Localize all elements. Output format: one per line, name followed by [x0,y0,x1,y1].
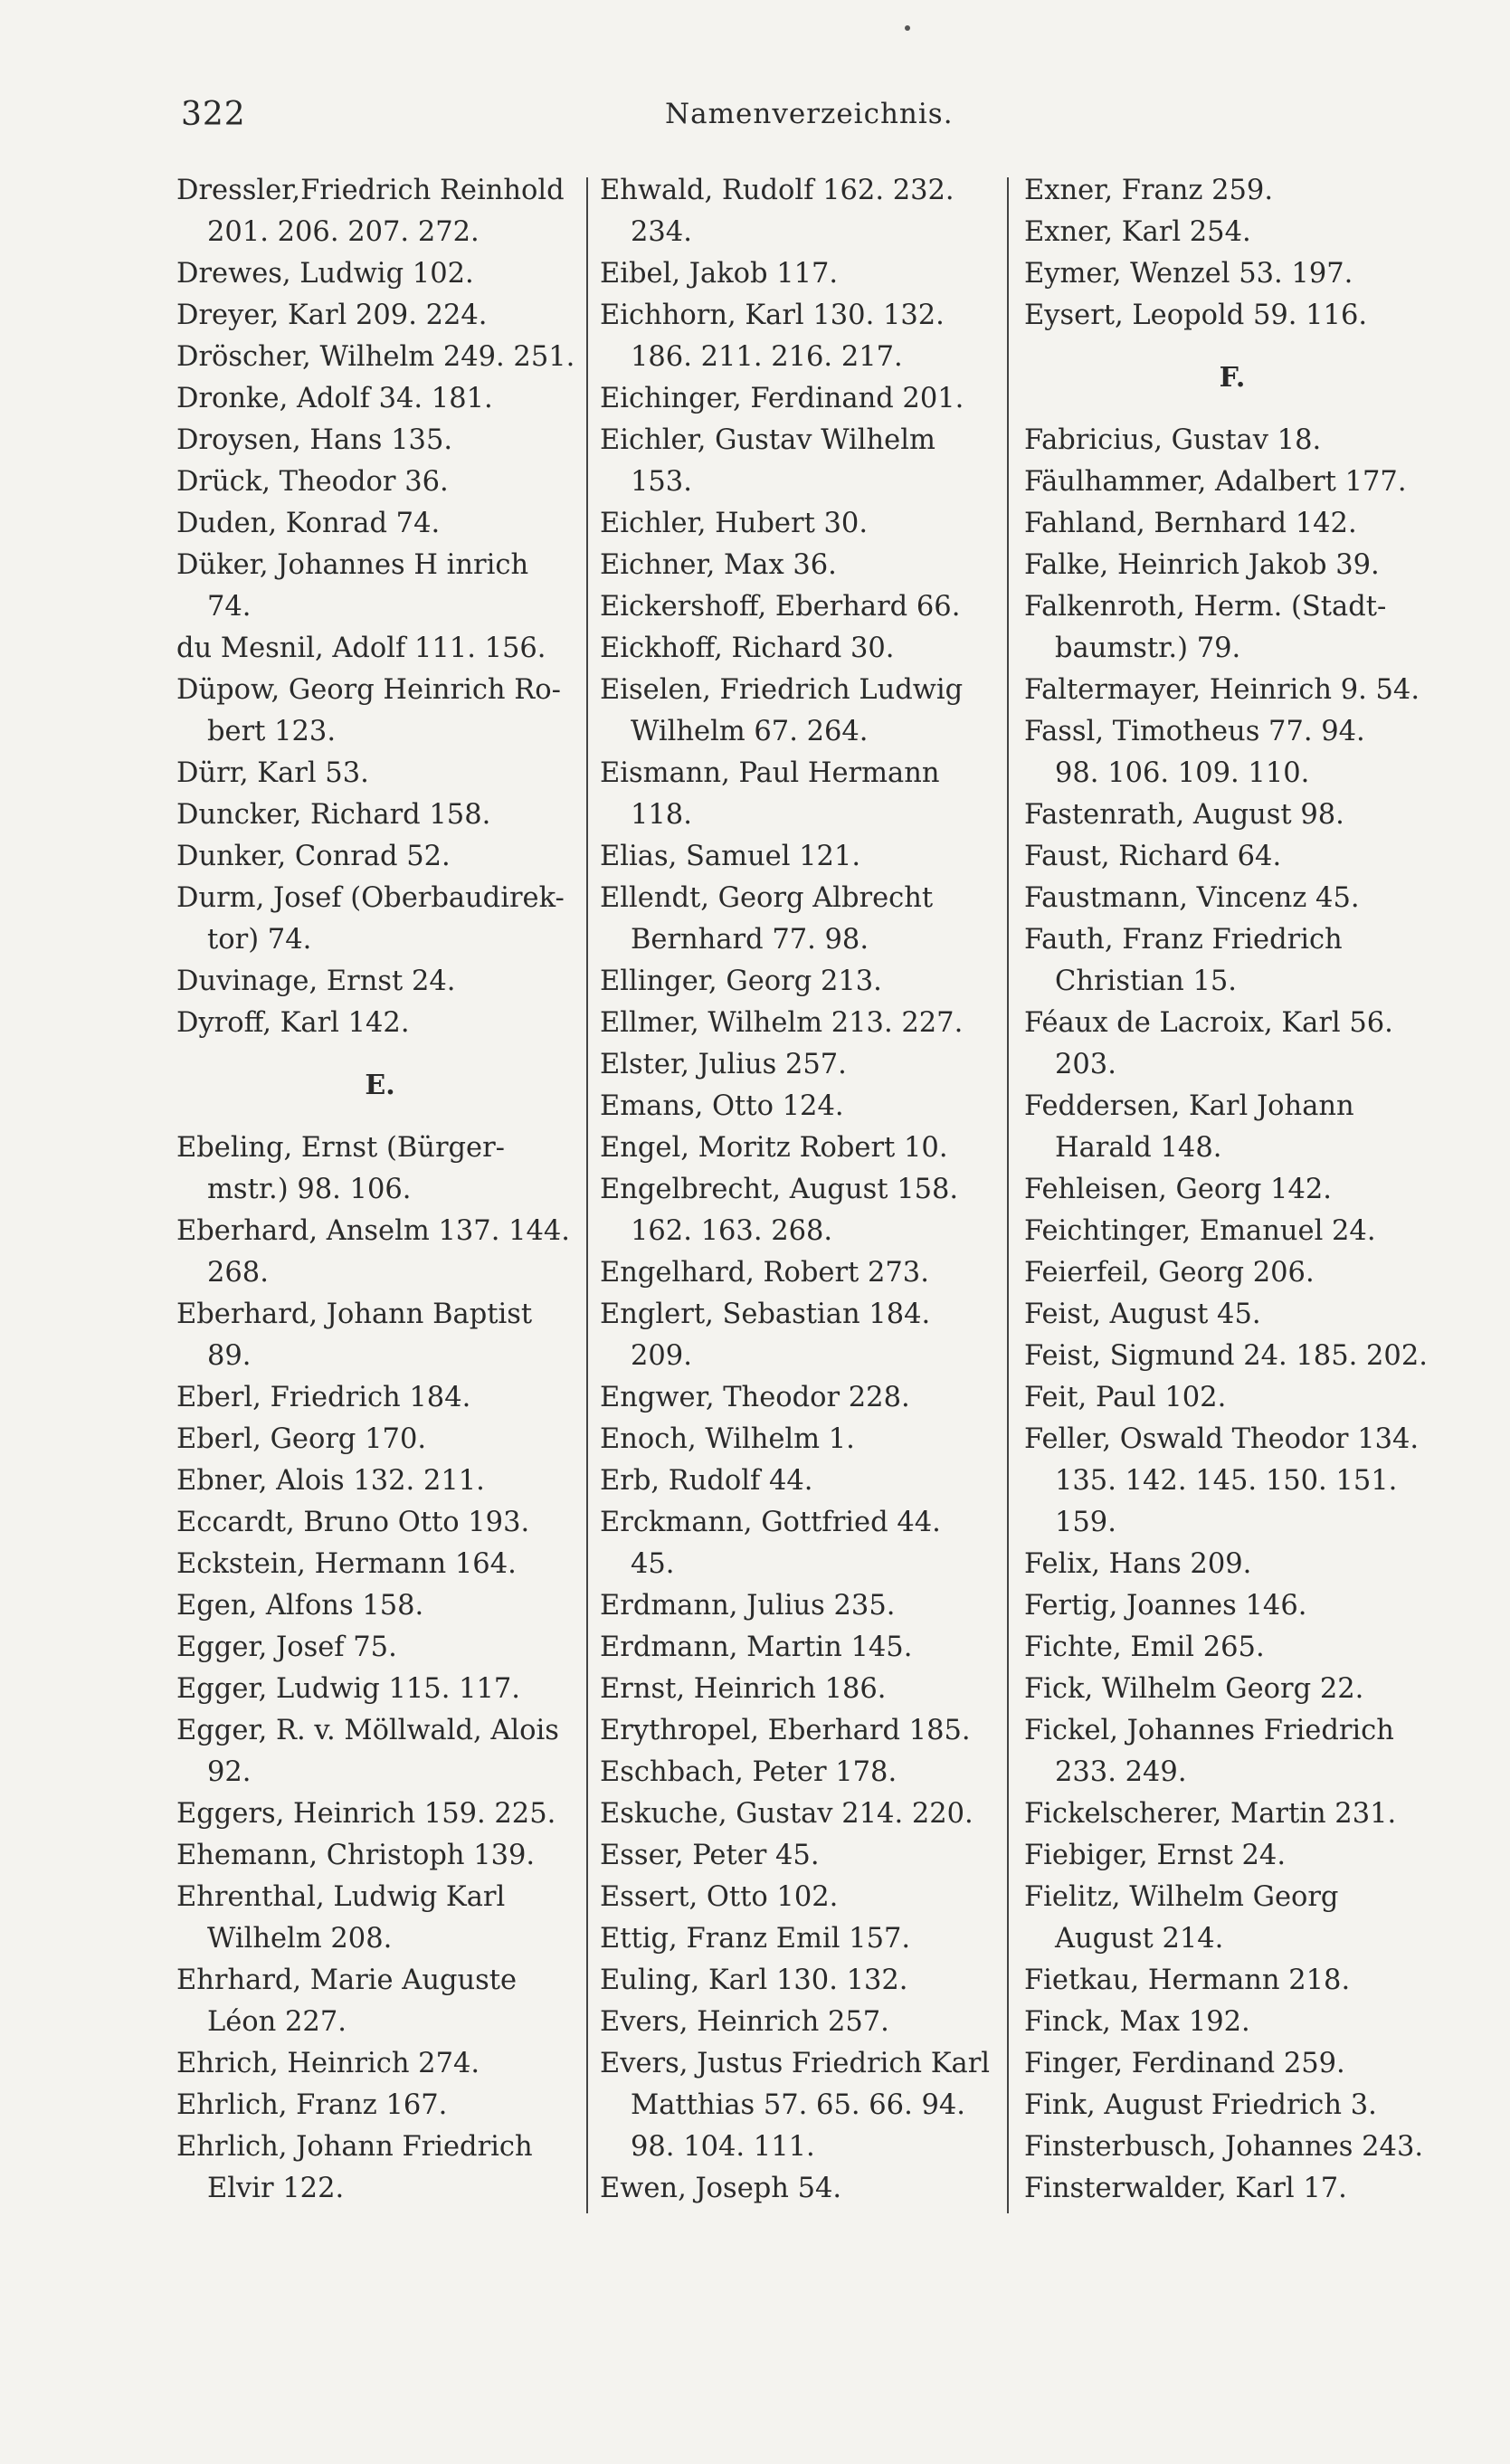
entry-continuation-line: 268. [207,1257,269,1289]
index-entry [176,461,584,503]
index-entry [600,1710,1007,1752]
entry-line: Ewen, Joseph 54. [600,2173,842,2204]
entry-line: Dressler,Friedrich Reinhold [176,175,565,206]
index-entry [1024,1252,1440,1294]
index-entry [176,1211,584,1294]
index-entry [1024,1169,1440,1211]
entry-line: Fastenrath, August 98. [1024,799,1344,831]
entry-line: Dürr, Karl 53. [176,757,369,789]
index-entry [1024,1793,1440,1835]
index-entry [1024,878,1440,919]
entry-line: Eberl, Friedrich 184. [176,1382,471,1413]
entry-line: Exner, Franz 259. [1024,175,1274,206]
entry-line: Ettig, Franz Emil 157. [600,1923,911,1955]
index-entry [176,1710,584,1793]
index-entry [600,545,1007,586]
entry-line: Fertig, Joannes 146. [1024,1590,1307,1622]
index-entry [1024,1627,1440,1669]
entry-line: Fabricius, Gustav 18. [1024,424,1322,456]
entry-line: Fauth, Franz Friedrich [1024,924,1343,956]
index-entry [176,1460,584,1502]
index-entry [600,1169,1007,1252]
entry-line: Evers, Heinrich 257. [600,2006,889,2038]
index-entry [1024,711,1440,794]
entry-line: Drück, Theodor 36. [176,466,449,498]
entry-line: Dronke, Adolf 34. 181. [176,383,493,414]
index-entry [176,794,584,836]
index-entry [176,1377,584,1419]
entry-line: Engel, Moritz Robert 10. [600,1132,948,1164]
entry-line: Feller, Oswald Theodor 134. [1024,1423,1420,1455]
entry-line: Fichte, Emil 265. [1024,1632,1265,1663]
index-entry [1024,420,1440,461]
entry-line: Duden, Konrad 74. [176,508,441,539]
index-entry [176,1544,584,1585]
entry-line: Fahland, Bernhard 142. [1024,508,1357,539]
index-entry [176,2085,584,2126]
entry-line: Ehrich, Heinrich 274. [176,2048,480,2079]
entry-line: Erythropel, Eberhard 185. [600,1715,971,1746]
entry-line: Eichler, Gustav Wilhelm [600,424,935,456]
entry-line: Faltermayer, Heinrich 9. 54. [1024,674,1420,706]
entry-line: Feichtinger, Emanuel 24. [1024,1215,1376,1247]
index-entry [176,1127,584,1211]
entry-line: Duvinage, Ernst 24. [176,966,456,997]
entry-continuation-line: bert 123. [207,716,337,747]
entry-line: Erckmann, Gottfried 44. [600,1507,941,1538]
entry-line: Engelhard, Robert 273. [600,1257,929,1289]
entry-continuation-line: 135. 142. 145. 150. 151. [1055,1465,1398,1497]
index-entry [600,1460,1007,1502]
index-entry [600,1419,1007,1460]
entry-line: Ehrhard, Marie Auguste [176,1965,518,1996]
entry-line: Fäulhammer, Adalbert 177. [1024,466,1407,498]
entry-line: Egger, Josef 75. [176,1632,397,1663]
print-speck [905,25,910,31]
entry-continuation-line: 209. [631,1340,692,1372]
index-entry [176,420,584,461]
entry-line: Dröscher, Wilhelm 249. 251. [176,341,575,373]
index-entry [1024,586,1440,670]
entry-continuation-line: 201. 206. 207. 272. [207,216,480,248]
entry-continuation-line: 98. 104. 111. [631,2131,815,2163]
entry-line: Eberhard, Johann Baptist [176,1299,533,1330]
index-entry [600,1502,1007,1585]
index-entry [1024,1710,1440,1793]
entry-line: Elster, Julius 257. [600,1049,847,1080]
entry-continuation-line: 45. [631,1548,675,1580]
index-entry [600,1252,1007,1294]
entry-line: Enoch, Wilhelm 1. [600,1423,855,1455]
running-head: Namenverzeichnis. [665,98,954,130]
index-entry [600,170,1007,253]
index-entry [1024,836,1440,878]
index-entry [176,1003,584,1044]
index-entry [176,878,584,961]
index-entry [176,1877,584,1960]
index-entry [600,1003,1007,1044]
entry-continuation-line: 234. [631,216,692,248]
index-entry [600,1793,1007,1835]
index-entry [600,253,1007,295]
entry-line: Fickel, Johannes Friedrich [1024,1715,1394,1746]
index-entry [176,1502,584,1544]
entry-continuation-line: baumstr.) 79. [1055,633,1241,664]
entry-line: Engwer, Theodor 228. [600,1382,910,1413]
index-entry [600,1669,1007,1710]
index-entry [176,1793,584,1835]
entry-line: Falke, Heinrich Jakob 39. [1024,549,1380,581]
entry-continuation-line: tor) 74. [207,924,312,956]
index-entry [176,628,584,670]
index-entry [600,1627,1007,1669]
entry-line: Feist, August 45. [1024,1299,1261,1330]
index-entry [1024,919,1440,1003]
index-entry [1024,295,1440,337]
index-entry [600,1585,1007,1627]
entry-line: Eccardt, Bruno Otto 193. [176,1507,530,1538]
entry-line: Ernst, Heinrich 186. [600,1673,887,1705]
index-entry [1024,1960,1440,2002]
index-entry [1024,253,1440,295]
entry-line: Faustmann, Vincenz 45. [1024,882,1360,914]
entry-line: Egger, R. v. Möllwald, Alois [176,1715,559,1746]
index-entry [1024,1336,1440,1377]
index-entry [600,836,1007,878]
entry-line: Eckstein, Hermann 164. [176,1548,517,1580]
index-entry [1024,1835,1440,1877]
entry-line: Eberl, Georg 170. [176,1423,427,1455]
entry-line: Féaux de Lacroix, Karl 56. [1024,1007,1393,1039]
index-entry [1024,2126,1440,2168]
index-entry [176,961,584,1003]
entry-line: Feit, Paul 102. [1024,1382,1227,1413]
entry-line: Ellmer, Wilhelm 213. 227. [600,1007,964,1039]
entry-line: Essert, Otto 102. [600,1881,839,1913]
index-entry [176,753,584,794]
index-entry [600,1960,1007,2002]
index-entry [1024,1585,1440,1627]
index-entry [1024,2085,1440,2126]
entry-line: Emans, Otto 124. [600,1090,844,1122]
index-entry [176,295,584,337]
entry-line: Engelbrecht, August 158. [600,1174,959,1205]
index-entry [600,1877,1007,1918]
entry-continuation-line: 118. [631,799,692,831]
index-entry [600,961,1007,1003]
entry-line: Dreyer, Karl 209. 224. [176,300,488,331]
entry-line: Ehrenthal, Ludwig Karl [176,1881,506,1913]
index-entry [600,586,1007,628]
entry-line: Falkenroth, Herm. (Stadt- [1024,591,1387,623]
entry-line: Felix, Hans 209. [1024,1548,1252,1580]
entry-line: Ehemann, Christoph 139. [176,1840,536,1871]
entry-continuation-line: Christian 15. [1055,966,1238,997]
index-entry [1024,2168,1440,2210]
entry-continuation-line: 89. [207,1340,252,1372]
entry-continuation-line: Bernhard 77. 98. [631,924,869,956]
index-entry [176,1627,584,1669]
entry-line: Finger, Ferdinand 259. [1024,2048,1345,2079]
index-entry [600,1377,1007,1419]
index-entry [176,670,584,753]
index-entry [1024,1877,1440,1960]
index-entry [600,1044,1007,1086]
entry-line: Elias, Samuel 121. [600,841,861,872]
entry-continuation-line: 98. 106. 109. 110. [1055,757,1310,789]
entry-line: Euling, Karl 130. 132. [600,1965,908,1996]
index-entry [176,503,584,545]
index-entry [600,1835,1007,1877]
index-entry [1024,1086,1440,1169]
entry-line: Egger, Ludwig 115. 117. [176,1673,520,1705]
index-entry [176,2126,584,2210]
entry-line: Feist, Sigmund 24. 185. 202. [1024,1340,1428,1372]
entry-line: Fehleisen, Georg 142. [1024,1174,1332,1205]
page-number: 322 [181,96,246,133]
entry-line: Eichinger, Ferdinand 201. [600,383,964,414]
index-entry [1024,1669,1440,1710]
column-rule-1 [586,177,588,2213]
entry-line: Fink, August Friedrich 3. [1024,2089,1377,2121]
entry-line: Fick, Wilhelm Georg 22. [1024,1673,1364,1705]
entry-line: Esser, Peter 45. [600,1840,820,1871]
entry-continuation-line: Matthias 57. 65. 66. 94. [631,2089,965,2121]
entry-line: Finsterbusch, Johannes 243. [1024,2131,1424,2163]
entry-line: Eibel, Jakob 117. [600,258,839,290]
index-entry [1024,1294,1440,1336]
index-entry [176,1419,584,1460]
entry-continuation-line: 162. 163. 268. [631,1215,833,1247]
entry-line: Eskuche, Gustav 214. 220. [600,1798,973,1830]
entry-line: Fiebiger, Ernst 24. [1024,1840,1287,1871]
entry-line: Eichhorn, Karl 130. 132. [600,300,945,331]
index-entry [1024,1377,1440,1419]
index-entry [600,378,1007,420]
index-entry [1024,545,1440,586]
entry-continuation-line: 186. 211. 216. 217. [631,341,903,373]
index-entry [600,878,1007,961]
index-entry [600,1918,1007,1960]
entry-continuation-line: 203. [1055,1049,1116,1080]
entry-line: Englert, Sebastian 184. [600,1299,931,1330]
entry-line: Eismann, Paul Hermann [600,757,940,789]
entry-line: Ehrlich, Johann Friedrich [176,2131,533,2163]
index-entry [1024,2002,1440,2043]
index-entry [600,2043,1007,2168]
index-entry [600,2168,1007,2210]
entry-line: Düker, Johannes H inrich [176,549,529,581]
index-entry [600,2002,1007,2043]
entry-line: Feddersen, Karl Johann [1024,1090,1354,1122]
index-column-3 [1024,170,1440,2210]
index-entry [176,1669,584,1710]
index-entry [176,1960,584,2043]
entry-line: Eickhoff, Richard 30. [600,633,895,664]
entry-line: Ehwald, Rudolf 162. 232. [600,175,954,206]
index-entry [600,420,1007,503]
entry-continuation-line: 92. [207,1756,252,1788]
entry-continuation-line: Elvir 122. [207,2173,345,2204]
index-entry [600,1127,1007,1169]
index-entry [1024,212,1440,253]
index-entry [600,1294,1007,1377]
entry-line: Ellinger, Georg 213. [600,966,882,997]
entry-line: Eiselen, Friedrich Ludwig [600,674,964,706]
index-entry [176,836,584,878]
entry-line: Dyroff, Karl 142. [176,1007,410,1039]
entry-line: Faust, Richard 64. [1024,841,1282,872]
entry-continuation-line: 153. [631,466,692,498]
index-entry [176,337,584,378]
entry-line: Eberhard, Anselm 137. 144. [176,1215,570,1247]
entry-line: Ebeling, Ernst (Bürger- [176,1132,505,1164]
index-entry [1024,1211,1440,1252]
entry-line: du Mesnil, Adolf 111. 156. [176,633,546,664]
section-letter-heading: F. [1219,362,1246,394]
index-entry [600,628,1007,670]
entry-line: Feierfeil, Georg 206. [1024,1257,1315,1289]
index-entry [176,170,584,253]
entry-continuation-line: 233. 249. [1055,1756,1187,1788]
entry-continuation-line: Harald 148. [1055,1132,1222,1164]
column-rule-2 [1007,177,1009,2213]
entry-line: Eschbach, Peter 178. [600,1756,897,1788]
index-entry [600,1086,1007,1127]
index-entry [176,1585,584,1627]
entry-line: Finck, Max 192. [1024,2006,1250,2038]
entry-line: Fickelscherer, Martin 231. [1024,1798,1397,1830]
entry-continuation-line: 159. [1055,1507,1116,1538]
index-entry [1024,461,1440,503]
entry-line: Erdmann, Julius 235. [600,1590,896,1622]
entry-line: Erb, Rudolf 44. [600,1465,813,1497]
section-letter-heading: E. [365,1070,395,1101]
index-entry [1024,794,1440,836]
entry-continuation-line: Léon 227. [207,2006,347,2038]
entry-line: Ellendt, Georg Albrecht [600,882,934,914]
entry-line: Durm, Josef (Oberbaudirek- [176,882,565,914]
index-entry [1024,1419,1440,1544]
entry-line: Eggers, Heinrich 159. 225. [176,1798,556,1830]
entry-line: Duncker, Richard 158. [176,799,491,831]
entry-line: Egen, Alfons 158. [176,1590,424,1622]
entry-line: Fietkau, Hermann 218. [1024,1965,1351,1996]
entry-continuation-line: Wilhelm 208. [207,1923,393,1955]
entry-line: Eichler, Hubert 30. [600,508,869,539]
index-entry [176,2043,584,2085]
index-entry [176,545,584,628]
entry-line: Düpow, Georg Heinrich Ro- [176,674,561,706]
entry-line: Dunker, Conrad 52. [176,841,451,872]
index-entry [1024,670,1440,711]
index-entry [600,503,1007,545]
index-entry [600,670,1007,753]
index-entry [176,253,584,295]
entry-line: Eymer, Wenzel 53. 197. [1024,258,1353,290]
index-entry [176,378,584,420]
index-entry [1024,1003,1440,1086]
index-entry [1024,170,1440,212]
index-entry [1024,2043,1440,2085]
entry-continuation-line: 74. [207,591,252,623]
index-column-1 [176,170,584,2210]
entry-line: Ebner, Alois 132. 211. [176,1465,485,1497]
entry-line: Erdmann, Martin 145. [600,1632,913,1663]
entry-line: Drewes, Ludwig 102. [176,258,474,290]
entry-continuation-line: August 214. [1055,1923,1224,1955]
entry-line: Droysen, Hans 135. [176,424,453,456]
index-column-2 [600,170,1007,2210]
index-entry [1024,1544,1440,1585]
index-entry [600,753,1007,836]
entry-line: Eickershoff, Eberhard 66. [600,591,961,623]
entry-line: Eysert, Leopold 59. 116. [1024,300,1368,331]
index-entry [176,1835,584,1877]
entry-line: Fielitz, Wilhelm Georg [1024,1881,1339,1913]
entry-continuation-line: mstr.) 98. 106. [207,1174,412,1205]
index-entry [1024,503,1440,545]
entry-line: Fassl, Timotheus 77. 94. [1024,716,1365,747]
entry-line: Exner, Karl 254. [1024,216,1251,248]
index-entry [176,1294,584,1377]
entry-line: Finsterwalder, Karl 17. [1024,2173,1347,2204]
entry-continuation-line: Wilhelm 67. 264. [631,716,869,747]
index-entry [600,1752,1007,1793]
index-entry [600,295,1007,378]
entry-line: Eichner, Max 36. [600,549,837,581]
entry-line: Ehrlich, Franz 167. [176,2089,448,2121]
entry-line: Evers, Justus Friedrich Karl [600,2048,991,2079]
